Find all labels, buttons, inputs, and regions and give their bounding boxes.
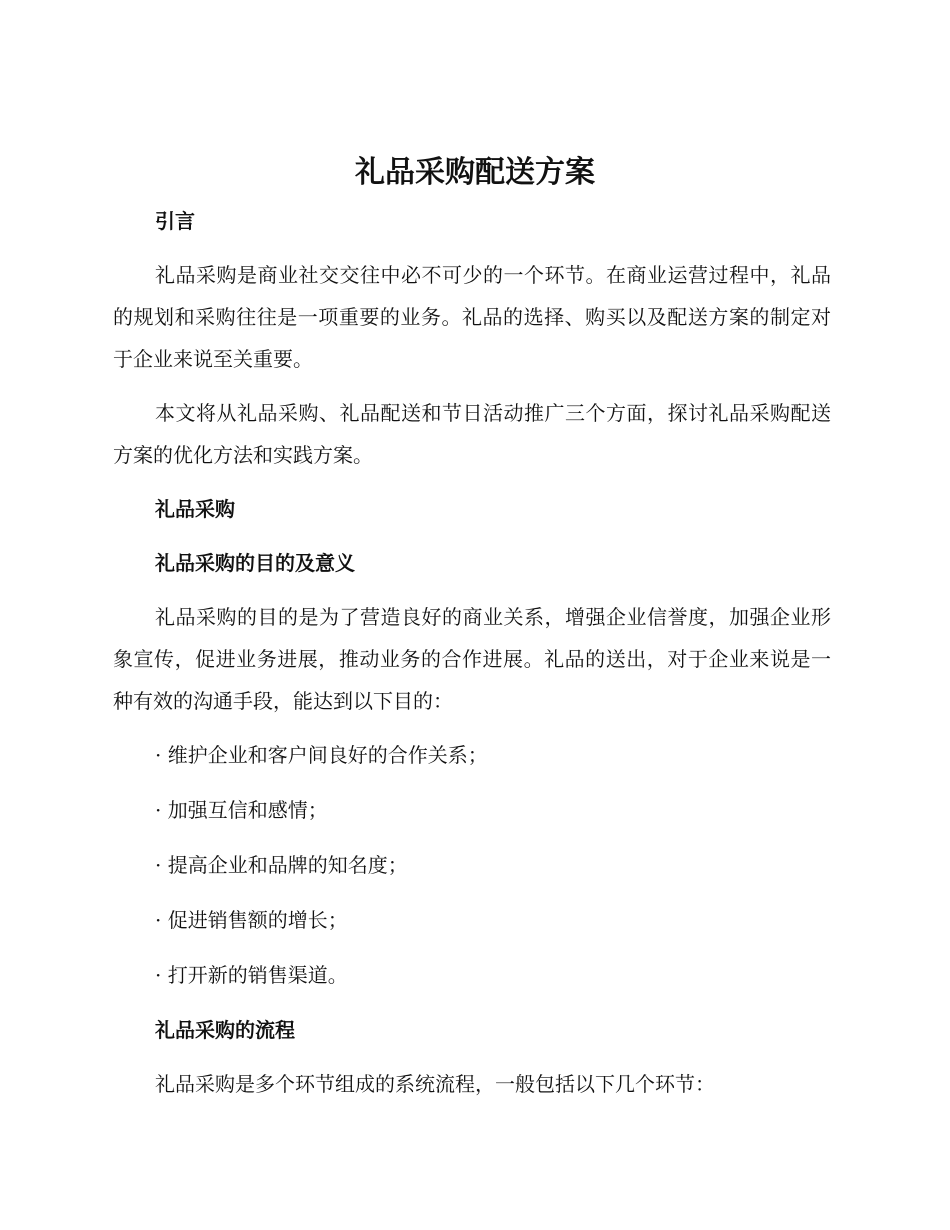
subsection-heading-purpose: 礼品采购的目的及意义: [155, 551, 355, 575]
section-heading-gift-purchase: 礼品采购: [155, 497, 235, 521]
paragraph-intro-2: 本文将从礼品采购、礼品配送和节日活动推广三个方面，探讨礼品采购配送方案的优化方法和实践方案。: [113, 401, 831, 467]
bullet-item: · 促进销售额的增长；: [155, 908, 348, 932]
subsection-heading-process: 礼品采购的流程: [155, 1018, 295, 1042]
bullet-item: · 维护企业和客户间良好的合作关系；: [155, 743, 488, 767]
section-heading-intro: 引言: [155, 209, 195, 233]
bullet-item: · 打开新的销售渠道。: [155, 963, 348, 987]
paragraph-intro-1: 礼品采购是商业社交交往中必不可少的一个环节。在商业运营过程中，礼品的规划和采购往往是一项重要的业务。礼品的选择、购买以及配送方案的制定对于企业来说至关重要。: [113, 263, 831, 371]
bullet-item: · 加强互信和感情；: [155, 798, 328, 822]
document-body: [113, 200, 831, 1117]
document-title: 礼品采购配送方案: [355, 155, 595, 190]
paragraph-purpose: 礼品采购的目的是为了营造良好的商业关系，增强企业信誉度，加强企业形象宣传，促进业务进展，推动业务的合作进展。礼品的送出，对于企业来说是一种有效的沟通手段，能达到以下目的：: [113, 605, 831, 713]
paragraph-process: 礼品采购是多个环节组成的系统流程，一般包括以下几个环节：: [155, 1072, 715, 1096]
bullet-item: · 提高企业和品牌的知名度；: [155, 853, 408, 877]
